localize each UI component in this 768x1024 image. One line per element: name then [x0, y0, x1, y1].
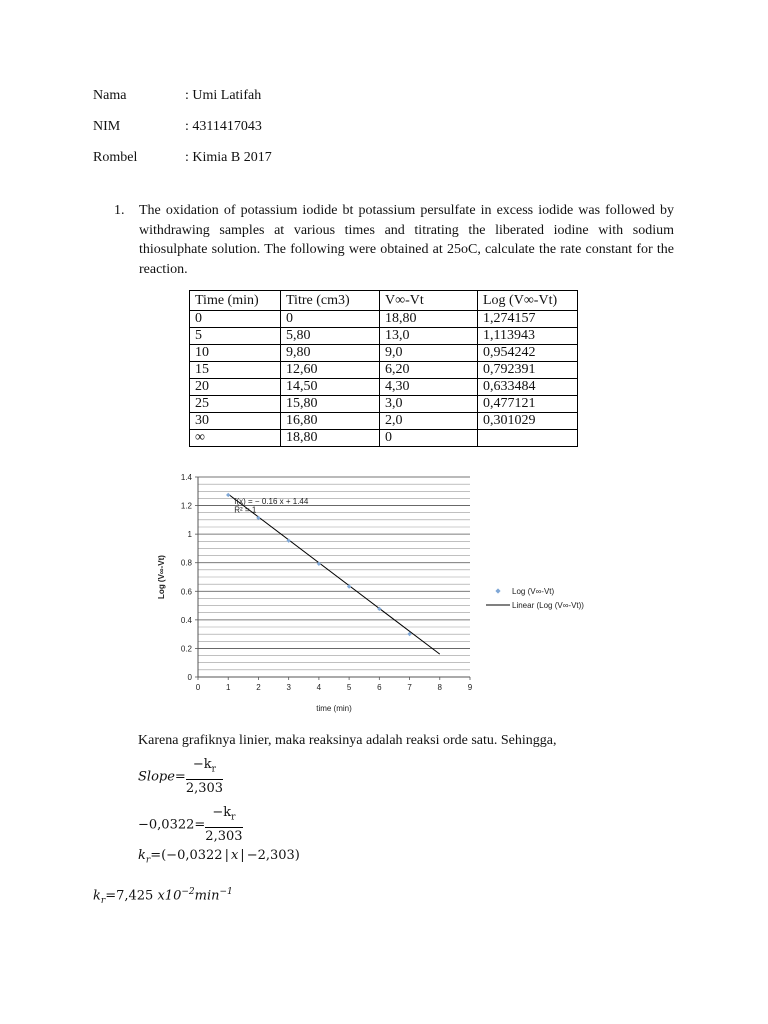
- x-tick-label: 8: [437, 683, 443, 692]
- table-cell: 9,0: [380, 345, 478, 362]
- slope-label: Slope: [138, 769, 175, 785]
- x-tick-label: 5: [346, 683, 352, 692]
- equals-sign: =: [194, 817, 206, 833]
- legend-marker: [495, 588, 500, 593]
- table-row: [190, 430, 578, 447]
- table-cell: 5,80: [281, 328, 380, 345]
- nama-value: : Umi Latifah: [185, 88, 262, 103]
- table-cell: 0,301029: [478, 413, 578, 430]
- nama-label: Nama: [93, 88, 127, 103]
- kr-label: k: [93, 888, 101, 904]
- fraction: [186, 756, 223, 798]
- fraction: [205, 804, 242, 846]
- table-row: [190, 345, 578, 362]
- equation-slope-value: [138, 804, 243, 846]
- table-cell: 0: [380, 430, 478, 447]
- exponent-neg2: −2: [181, 887, 195, 897]
- x-tick-label: 0: [195, 683, 201, 692]
- table-row: [190, 362, 578, 379]
- table-cell: 9,80: [281, 345, 380, 362]
- data-table: [189, 290, 578, 447]
- table-cell: 12,60: [281, 362, 380, 379]
- table-cell: 30: [190, 413, 281, 430]
- x-tick-label: 4: [316, 683, 322, 692]
- table-cell: 13,0: [380, 328, 478, 345]
- table-header-row: [190, 291, 578, 311]
- rombel-value: : Kimia B 2017: [185, 150, 272, 165]
- table-cell: 0,477121: [478, 396, 578, 413]
- r-squared-label: R² = 1: [234, 505, 257, 515]
- table-cell: 20: [190, 379, 281, 396]
- equals-sign: =: [174, 769, 186, 785]
- data-point: [317, 562, 321, 566]
- rombel-label: Rombel: [93, 150, 138, 165]
- x-tick-label: 2: [256, 683, 261, 692]
- x-tick-labels: [196, 677, 473, 692]
- y-tick-label: 1.2: [180, 501, 192, 511]
- chart-legend: [486, 587, 584, 610]
- table-header-cell: V∞-Vt: [380, 291, 478, 311]
- table-header-cell: Titre (cm3): [281, 291, 380, 311]
- subscript-r: r: [231, 812, 236, 823]
- product-close: ): [294, 848, 300, 863]
- equation-slope: [138, 756, 223, 798]
- table-cell: 0: [190, 311, 281, 328]
- legend-entry-data: Log (V∞-Vt): [512, 587, 555, 596]
- y-tick-label: 0.2: [180, 644, 192, 654]
- x-tick-label: 9: [467, 683, 473, 692]
- table-cell: 1,113943: [478, 328, 578, 345]
- equation-kr-product: $k_r=(-0,0322$ | x | −2,303): [138, 848, 300, 866]
- times-x: x: [230, 848, 239, 863]
- table-cell: 0,954242: [478, 345, 578, 362]
- table-row: [190, 311, 578, 328]
- table-cell: 18,80: [380, 311, 478, 328]
- table-header-cell: Log (V∞-Vt): [478, 291, 578, 311]
- log-vs-time-chart: [150, 465, 610, 725]
- legend-entry-linear: Linear (Log (V∞-Vt)): [512, 601, 584, 610]
- conclusion-text: Karena grafiknya linier, maka reaksinya adalah reaksi orde satu. Sehingga,: [138, 733, 557, 748]
- table-cell: 18,80: [281, 430, 380, 447]
- trend-equation-label: f(x) = − 0.16 x + 1.44: [234, 497, 309, 507]
- y-tick-label: 0.8: [180, 558, 192, 568]
- table-cell: 0,633484: [478, 379, 578, 396]
- table-cell: 4,30: [380, 379, 478, 396]
- y-tick-label: 0.6: [180, 587, 192, 597]
- equals-sign: =: [150, 848, 162, 863]
- product-right: −2,303: [246, 848, 295, 863]
- equals-sign: =: [105, 888, 117, 904]
- numerator: −k: [212, 805, 232, 820]
- equation-kr-result: [93, 887, 233, 906]
- subscript-r: r: [211, 764, 216, 775]
- table-header-cell: Time (min): [190, 291, 281, 311]
- nim-label: NIM: [93, 119, 121, 134]
- product-left: (−0,0322: [161, 848, 223, 863]
- table-cell: 10: [190, 345, 281, 362]
- table-row: [190, 379, 578, 396]
- table-row: [190, 396, 578, 413]
- x-tick-label: 3: [286, 683, 291, 692]
- table-cell: 2,0: [380, 413, 478, 430]
- y-tick-label: 1.4: [180, 473, 192, 482]
- table-cell: 16,80: [281, 413, 380, 430]
- table-row: [190, 328, 578, 345]
- table-cell: 15,80: [281, 396, 380, 413]
- table-cell: 14,50: [281, 379, 380, 396]
- y-axis-label: Log (V∞-Vt): [157, 555, 166, 599]
- x-tick-label: 7: [407, 683, 412, 692]
- x-axis-label: time (min): [316, 704, 352, 713]
- table-cell: 1,274157: [478, 311, 578, 328]
- table-cell: 5: [190, 328, 281, 345]
- x-tick-label: 6: [377, 683, 382, 692]
- table-row: [190, 413, 578, 430]
- x-tick-label: 1: [225, 683, 231, 692]
- kr-times: x10: [157, 888, 182, 904]
- y-tick-label: 1: [187, 530, 192, 540]
- data-point: [226, 493, 230, 497]
- y-tick-labels: [181, 473, 198, 682]
- nim-value: : 4311417043: [185, 119, 262, 134]
- numerator: −k: [192, 757, 212, 772]
- table-cell: 6,20: [380, 362, 478, 379]
- table-cell: [478, 430, 578, 447]
- y-tick-label: 0: [187, 673, 192, 682]
- table-cell: 15: [190, 362, 281, 379]
- subscript-r: r: [100, 895, 106, 906]
- denominator: 2,303: [185, 780, 224, 796]
- table-cell: 0,792391: [478, 362, 578, 379]
- table-cell: 0: [281, 311, 380, 328]
- table-cell: 3,0: [380, 396, 478, 413]
- y-tick-label: 0.4: [180, 615, 192, 625]
- subscript-r: r: [145, 855, 151, 866]
- unit: min: [194, 888, 220, 904]
- question-number: 1.: [114, 203, 125, 218]
- kr-value: 7,425: [116, 888, 154, 904]
- slope-value: −0,0322: [138, 817, 195, 833]
- table-cell: ∞: [190, 430, 281, 447]
- table-cell: 25: [190, 396, 281, 413]
- denominator: 2,303: [205, 828, 243, 844]
- exponent-neg1: −1: [219, 887, 233, 897]
- question-text: The oxidation of potassium iodide bt potassium persulfate in excess iodide was followed by withdrawing samples at various times and titrating the liberated iodine with sodium thiosulphate solution. The following were obtained at 25oC, calculate the rate constant for the reaction.: [139, 203, 674, 277]
- kr-label: k: [138, 848, 146, 863]
